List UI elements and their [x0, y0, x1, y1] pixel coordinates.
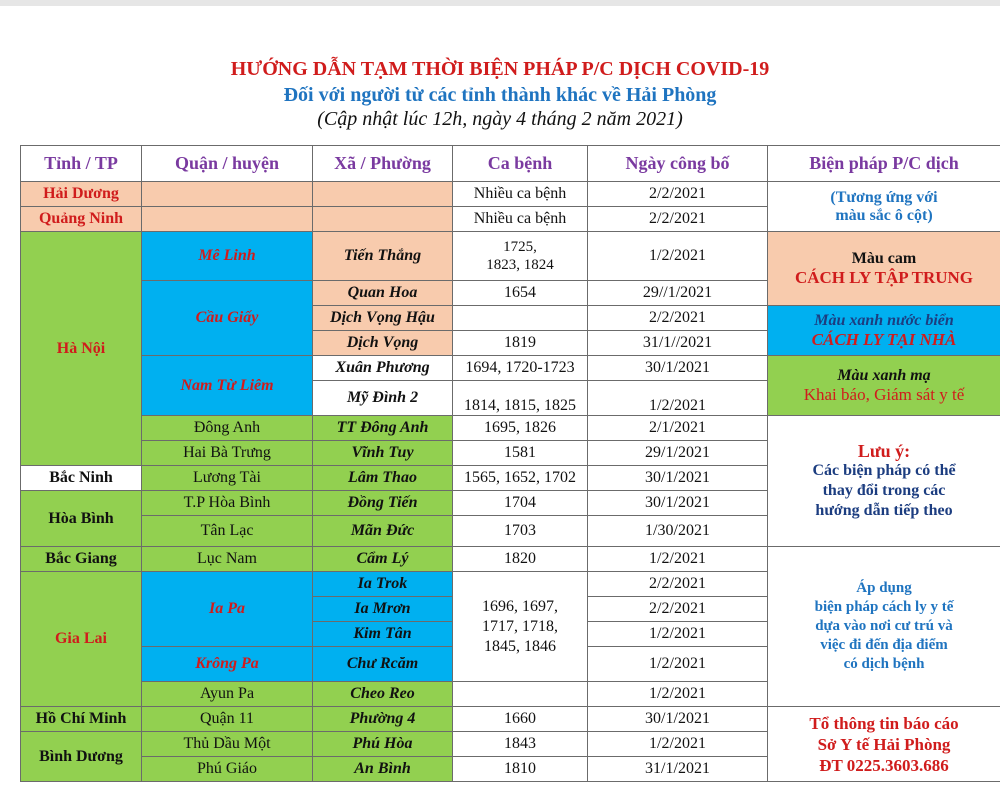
- contact-line: Sở Y tế Hải Phòng: [817, 734, 951, 754]
- date-cell: 2/2/2021: [588, 597, 768, 622]
- header-province: Tỉnh / TP: [21, 146, 142, 182]
- district-cell: Thủ Dầu Một: [142, 732, 313, 757]
- cases-line: 1696, 1697,: [482, 597, 558, 615]
- header-date: Ngày công bố: [588, 146, 768, 182]
- cases-cell: 1581: [453, 441, 588, 466]
- table-row: [21, 707, 1000, 732]
- ward-cell: Dịch Vọng: [313, 331, 453, 356]
- cases-line: 1823, 1824: [486, 257, 554, 273]
- district-cell: Đông Anh: [142, 416, 313, 441]
- cases-cell: [453, 232, 588, 281]
- date-cell: 31/1//2021: [588, 331, 768, 356]
- cases-line: 1725,: [503, 239, 537, 255]
- table-row: [21, 182, 1000, 207]
- date-cell: 2/2/2021: [588, 207, 768, 232]
- district-cell: Phú Giáo: [142, 757, 313, 782]
- province-cell: Bình Dương: [21, 732, 142, 782]
- cases-cell: 1660: [453, 707, 588, 732]
- header-cases: Ca bệnh: [453, 146, 588, 182]
- cases-cell: [453, 572, 588, 682]
- window-top-bar: [0, 0, 1000, 6]
- measure-note-line: màu sắc ô cột): [835, 206, 933, 224]
- district-cell: Cầu Giấy: [142, 281, 313, 356]
- district-cell: [142, 182, 313, 207]
- cases-cell: 1843: [453, 732, 588, 757]
- apdung-line: việc đi đến địa điểm: [820, 637, 948, 653]
- province-cell: Quảng Ninh: [21, 207, 142, 232]
- document-title: HƯỚNG DẪN TẠM THỜI BIỆN PHÁP P/C DỊCH COVID-19: [230, 58, 770, 80]
- header-district: Quận / huyện: [142, 146, 313, 182]
- province-cell: Bắc Ninh: [21, 466, 142, 491]
- ward-cell: [313, 207, 453, 232]
- measure-blue-text: CÁCH LY TẠI NHÀ: [811, 329, 957, 349]
- measure-orange-cell: [768, 232, 1000, 306]
- contact-phone: ĐT 0225.3603.686: [819, 755, 949, 775]
- table-row: [21, 416, 1000, 441]
- date-cell: 2/2/2021: [588, 572, 768, 597]
- apdung-line: dựa vào nơi cư trú và: [815, 618, 953, 634]
- date-cell: 1/30/2021: [588, 516, 768, 547]
- district-cell: Ayun Pa: [142, 682, 313, 707]
- measure-luu-y-cell: [768, 416, 1000, 547]
- date-cell: 2/2/2021: [588, 182, 768, 207]
- date-cell: 1/2/2021: [588, 547, 768, 572]
- cases-line: 1717, 1718,: [482, 617, 558, 635]
- date-cell: 30/1/2021: [588, 707, 768, 732]
- contact-line: Tổ thông tin báo cáo: [809, 713, 959, 733]
- ward-cell: Cheo Reo: [313, 682, 453, 707]
- apdung-line: có dịch bệnh: [843, 656, 925, 672]
- cases-cell: 1819: [453, 331, 588, 356]
- district-cell: Tân Lạc: [142, 516, 313, 547]
- cases-cell: 1703: [453, 516, 588, 547]
- table-header-row: [21, 146, 1000, 182]
- cases-cell: Nhiều ca bệnh: [453, 182, 588, 207]
- ward-cell: Xuân Phương: [313, 356, 453, 381]
- province-cell: Hà Nội: [21, 232, 142, 466]
- ward-cell: TT Đông Anh: [313, 416, 453, 441]
- measure-blue-cell: [768, 306, 1000, 356]
- measure-green-text: Khai báo, Giám sát y tế: [803, 384, 965, 404]
- district-cell: Hai Bà Trưng: [142, 441, 313, 466]
- province-cell: Hòa Bình: [21, 491, 142, 547]
- cases-cell: 1814, 1815, 1825: [453, 381, 588, 416]
- document-subtitle: Đối với người từ các tỉnh thành khác về Hải Phòng: [283, 84, 717, 106]
- table-row: [21, 356, 1000, 381]
- ward-cell: Ia Mrơn: [313, 597, 453, 622]
- luu-y-line: Các biện pháp có thể: [812, 462, 956, 479]
- ward-cell: An Bình: [313, 757, 453, 782]
- cases-cell: 1694, 1720-1723: [453, 356, 588, 381]
- ward-cell: [313, 182, 453, 207]
- measure-orange-label: Màu cam: [851, 249, 917, 267]
- ward-cell: Chư Rcăm: [313, 647, 453, 682]
- ward-cell: Quan Hoa: [313, 281, 453, 306]
- apdung-line: biện pháp cách ly y tế: [814, 599, 954, 615]
- update-note: (Cập nhật lúc 12h, ngày 4 tháng 2 năm 2021): [317, 108, 683, 130]
- contact-cell: [768, 707, 1000, 782]
- district-cell: T.P Hòa Bình: [142, 491, 313, 516]
- table-row: [21, 547, 1000, 572]
- luu-y-title: Lưu ý:: [857, 441, 911, 461]
- ward-cell: Phường 4: [313, 707, 453, 732]
- date-cell: 1/2/2021: [588, 647, 768, 682]
- measure-blue-label: Màu xanh nước biển: [814, 311, 954, 329]
- date-cell: 31/1/2021: [588, 757, 768, 782]
- district-cell: Nam Từ Liêm: [142, 356, 313, 416]
- date-cell: 1/2/2021: [588, 622, 768, 647]
- luu-y-line: thay đổi trong các: [822, 482, 946, 499]
- ward-cell: Mãn Đức: [313, 516, 453, 547]
- province-cell: Gia Lai: [21, 572, 142, 707]
- date-cell: 30/1/2021: [588, 491, 768, 516]
- district-cell: Lương Tài: [142, 466, 313, 491]
- district-cell: Krông Pa: [142, 647, 313, 682]
- ward-cell: Vĩnh Tuy: [313, 441, 453, 466]
- covid-measures-table: [20, 145, 1000, 782]
- date-cell: 2/2/2021: [588, 306, 768, 331]
- ward-cell: Cẩm Lý: [313, 547, 453, 572]
- province-cell: Hồ Chí Minh: [21, 707, 142, 732]
- measure-apdung-cell: [768, 547, 1000, 707]
- district-cell: Ia Pa: [142, 572, 313, 647]
- cases-cell: 1820: [453, 547, 588, 572]
- date-cell: 2/1/2021: [588, 416, 768, 441]
- cases-cell: Nhiều ca bệnh: [453, 207, 588, 232]
- cases-cell: 1695, 1826: [453, 416, 588, 441]
- ward-cell: Mỹ Đình 2: [313, 381, 453, 416]
- district-cell: Mê Linh: [142, 232, 313, 281]
- measure-green-label: Màu xanh mạ: [837, 366, 931, 384]
- measure-note-cell: [768, 182, 1000, 232]
- date-cell: 29//1/2021: [588, 281, 768, 306]
- date-cell: 29/1/2021: [588, 441, 768, 466]
- header-measure: Biện pháp P/C dịch: [768, 146, 1000, 182]
- luu-y-line: hướng dẫn tiếp theo: [815, 502, 953, 519]
- date-cell: 30/1/2021: [588, 466, 768, 491]
- district-cell: [142, 207, 313, 232]
- ward-cell: Phú Hòa: [313, 732, 453, 757]
- date-cell: 1/2/2021: [588, 232, 768, 281]
- cases-cell: 1704: [453, 491, 588, 516]
- date-cell: 30/1/2021: [588, 356, 768, 381]
- date-cell: 1/2/2021: [588, 682, 768, 707]
- ward-cell: Kim Tân: [313, 622, 453, 647]
- district-cell: Quận 11: [142, 707, 313, 732]
- cases-cell: 1565, 1652, 1702: [453, 466, 588, 491]
- ward-cell: Dịch Vọng Hậu: [313, 306, 453, 331]
- cases-cell: 1810: [453, 757, 588, 782]
- measure-green-cell: [768, 356, 1000, 416]
- ward-cell: Lâm Thao: [313, 466, 453, 491]
- date-cell: 1/2/2021: [588, 732, 768, 757]
- apdung-line: Áp dụng: [856, 580, 912, 596]
- table-row: [21, 232, 1000, 281]
- ward-cell: Đồng Tiến: [313, 491, 453, 516]
- cases-cell: 1654: [453, 281, 588, 306]
- cases-line: 1845, 1846: [484, 637, 556, 655]
- measure-orange-text: CÁCH LY TẬP TRUNG: [794, 267, 974, 287]
- province-cell: Bắc Giang: [21, 547, 142, 572]
- ward-cell: Ia Trok: [313, 572, 453, 597]
- measure-note-line: (Tương ứng với: [830, 188, 938, 206]
- header-ward: Xã / Phường: [313, 146, 453, 182]
- province-cell: Hải Dương: [21, 182, 142, 207]
- cases-cell: [453, 682, 588, 707]
- district-cell: Lục Nam: [142, 547, 313, 572]
- ward-cell: Tiến Thắng: [313, 232, 453, 281]
- date-cell: 1/2/2021: [588, 381, 768, 416]
- cases-cell: [453, 306, 588, 331]
